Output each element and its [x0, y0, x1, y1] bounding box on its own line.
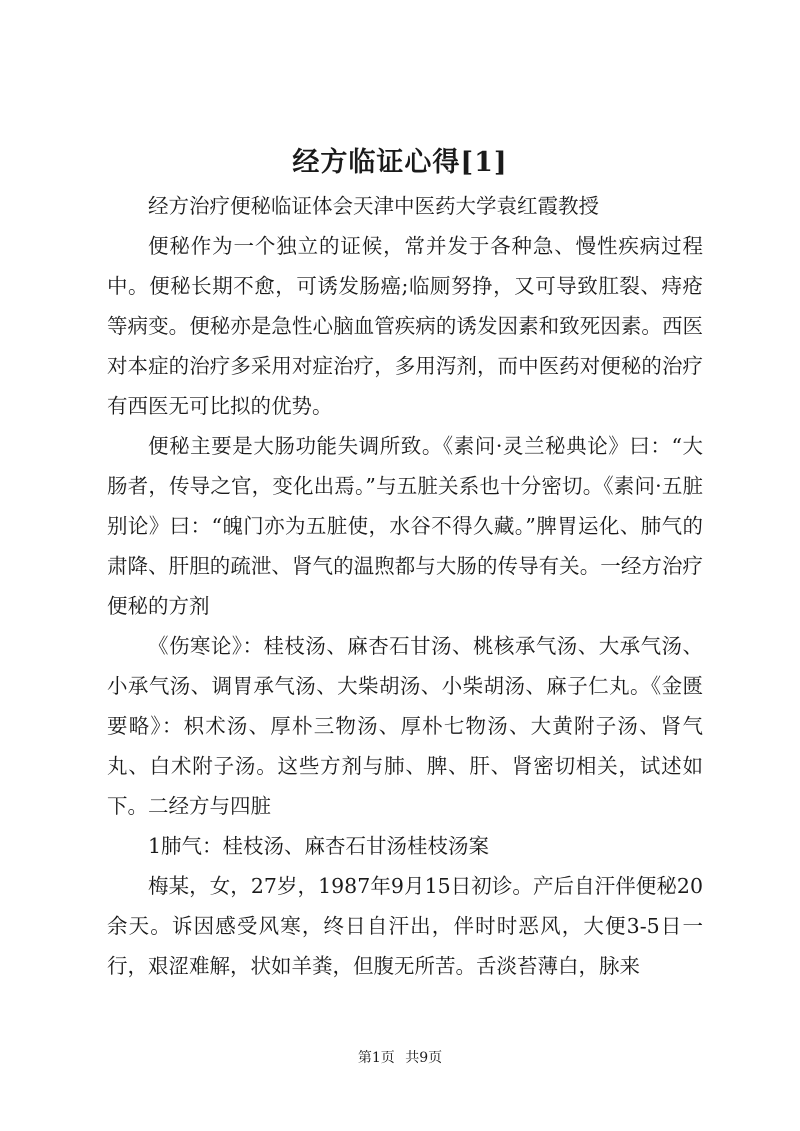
paragraph: 便秘主要是大肠功能失调所致。《素问·灵兰秘典论》曰：“大肠者，传导之官，变化出焉。”与五脏关系也十分密切。《素问·五脏别论》曰：“魄门亦为五脏使，水谷不得久藏。”脾胃运化、肺气的肃降、肝胆的疏泄、肾气的温煦都与大肠的传导有关。一经方治疗便秘的方剂: [107, 434, 703, 618]
paragraph-subtitle: 经方治疗便秘临证体会天津中医药大学袁红霞教授: [148, 194, 599, 218]
paragraph: 1肺气：桂枝汤、麻杏石甘汤桂枝汤案: [148, 834, 490, 858]
page-total: 共9页: [405, 1050, 443, 1066]
paragraph: 梅某，女，27岁，1987年9月15日初诊。产后自汗伴便秘20余天。诉因感受风寒，终日自汗出，伴时时恶风，大便3-5日一行，艰涩难解，状如羊粪，但腹无所苦。舌淡苔薄白，脉来: [107, 874, 703, 978]
paragraph: 便秘作为一个独立的证候，常并发于各种急、慢性疾病过程中。便秘长期不愈，可诱发肠癌;临厕努挣，又可导致肛裂、痔疮等病变。便秘亦是急性心脑血管疾病的诱发因素和致死因素。西医对本症的治疗多采用对症治疗，多用泻剂，而中医药对便秘的治疗有西医无可比拟的优势。: [107, 234, 703, 418]
paragraph: 《伤寒论》：桂枝汤、麻杏石甘汤、桃核承气汤、大承气汤、小承气汤、调胃承气汤、大柴胡汤、小柴胡汤、麻子仁丸。《金匮要略》：枳术汤、厚朴三物汤、厚朴七物汤、大黄附子汤、肾气丸、白术附子汤。这些方剂与肺、脾、肝、肾密切相关，试述如下。二经方与四脏: [107, 634, 703, 818]
page-number: 第1页: [357, 1050, 395, 1066]
document-title: 经方临证心得[1]: [292, 147, 508, 178]
page-footer: [0, 1047, 800, 1067]
document-body: [107, 186, 703, 986]
